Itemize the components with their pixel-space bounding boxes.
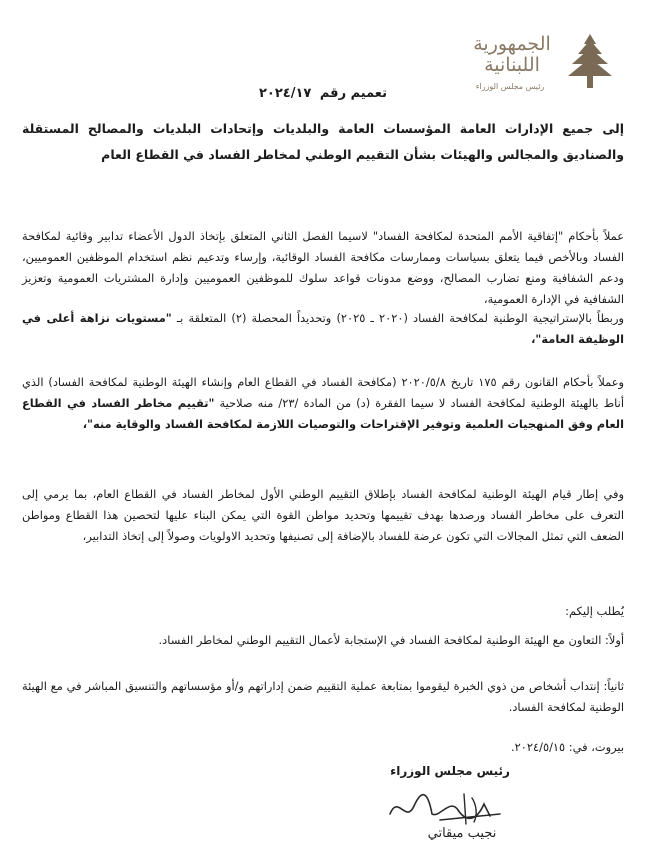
signatory-title: رئيس مجلس الوزراء (390, 764, 510, 778)
addressee: إلى جميع الإدارات العامة المؤسسات العامة والبلديات وإتحادات البلديات والمصالح المستقلة والصناديق والمجالس والهيئات بشأن التقييم الوطني لمخاطر الفساد في القطاع العام (22, 121, 624, 162)
item-first: أولاً: التعاون مع الهيئة الوطنية لمكافحة الفساد في الإستجابة لأعمال التقييم الوطني لمخاطر الفساد. (158, 633, 624, 647)
paragraph-law-text: وعملاً بأحكام القانون رقم ١٧٥ تاريخ ٢٠٢٠/٥/٨ (مكافحة الفساد في القطاع العام وإنشاء الهيئة الوطنية لمكافحة الفساد) الذي أناط بالهيئة الوطنية لمكافحة الفساد لا سيما الفقرة (د) من المادة /٢٣/ منه صلاحية (22, 375, 625, 410)
paragraph-strategy (22, 308, 624, 350)
office-subtitle: رئيس مجلس الوزراء (475, 82, 545, 91)
paragraph-law (22, 372, 624, 435)
item-second: ثانياً: إنتداب أشخاص من ذوي الخبرة ليقوموا بمتابعة عملية التقييم ضمن إداراتهم و/أو مؤسساتهم والتنسيق المباشر في مع الهيئة الوطنية لمكافحة الفساد. (22, 679, 624, 714)
letterhead (448, 14, 618, 91)
paragraph-assessment: وفي إطار قيام الهيئة الوطنية لمكافحة الفساد بإطلاق التقييم الوطني الأول لمخاطر الفساد في القطاع العام، بما يرمي إلى التعرف على مخاطر الفساد ورصدها بهدف تقييمها وتحديد مواطن القوة التي يمكن البناء عليها لتحصين هذا القطاع ومواطن الضعف التي تمثل المجالات التي تكون عرضة للفساد بالإضافة إلى تصنيفها وتحديد الاولويات وصولاً إلى إتخاذ التدابير، (22, 487, 624, 543)
paragraph-convention: عملاً بأحكام "إتفاقية الأمم المتحدة لمكافحة الفساد" لاسيما الفصل الثاني المتعلق بإتخاذ الدول الأعضاء تدابير وقائية لمكافحة الفساد وبالأخص فيما يتعلق بسياسات وممارسات مكافحة الفساد الوقائية، وإرساء وتدعيم نظم استخدام الموظفين العموميين، ودعم الشفافية ومنع تضارب المصالح، ووضع مدونات قواعد سلوك للموظفين العموميين وإدارة المشتريات العمومية وتعزيز الشفافية في الإدارة العمومية، (22, 229, 624, 306)
republic-title (462, 34, 562, 76)
signatory-name: نجيب ميقاتي (427, 826, 497, 841)
request-heading: يُطلب إليكم: (565, 604, 624, 618)
circular-number (0, 86, 646, 101)
date-line: بيروت، في: ٢٠٢٤/٥/١٥. (511, 740, 624, 754)
republic-title-line1: الجمهورية (473, 33, 551, 55)
circular-number-value: ٢٠٢٤/١٧ (258, 86, 312, 101)
cedar-emblem-icon (562, 32, 618, 92)
circular-label: تعميم رقم (319, 86, 388, 101)
paragraph-law-bold: "تقييم مخاطر الفساد في القطاع العام وفق المنهجيات العلمية وتوفير الإقتراحات والتوصيات اللازمة لمكافحة الفساد والوقاية منه"، (22, 396, 624, 431)
paragraph-strategy-text: وربطاً بالإستراتيجية الوطنية لمكافحة الفساد (٢٠٢٠ ـ ٢٠٢٥) وتحديداً المحصلة (٢) المتعلقة بـ (176, 311, 624, 325)
republic-title-line2: اللبنانية (484, 54, 540, 76)
paragraph-strategy-bold: "مستويات نزاهة أعلى في الوظيفة العامة"، (22, 311, 624, 346)
